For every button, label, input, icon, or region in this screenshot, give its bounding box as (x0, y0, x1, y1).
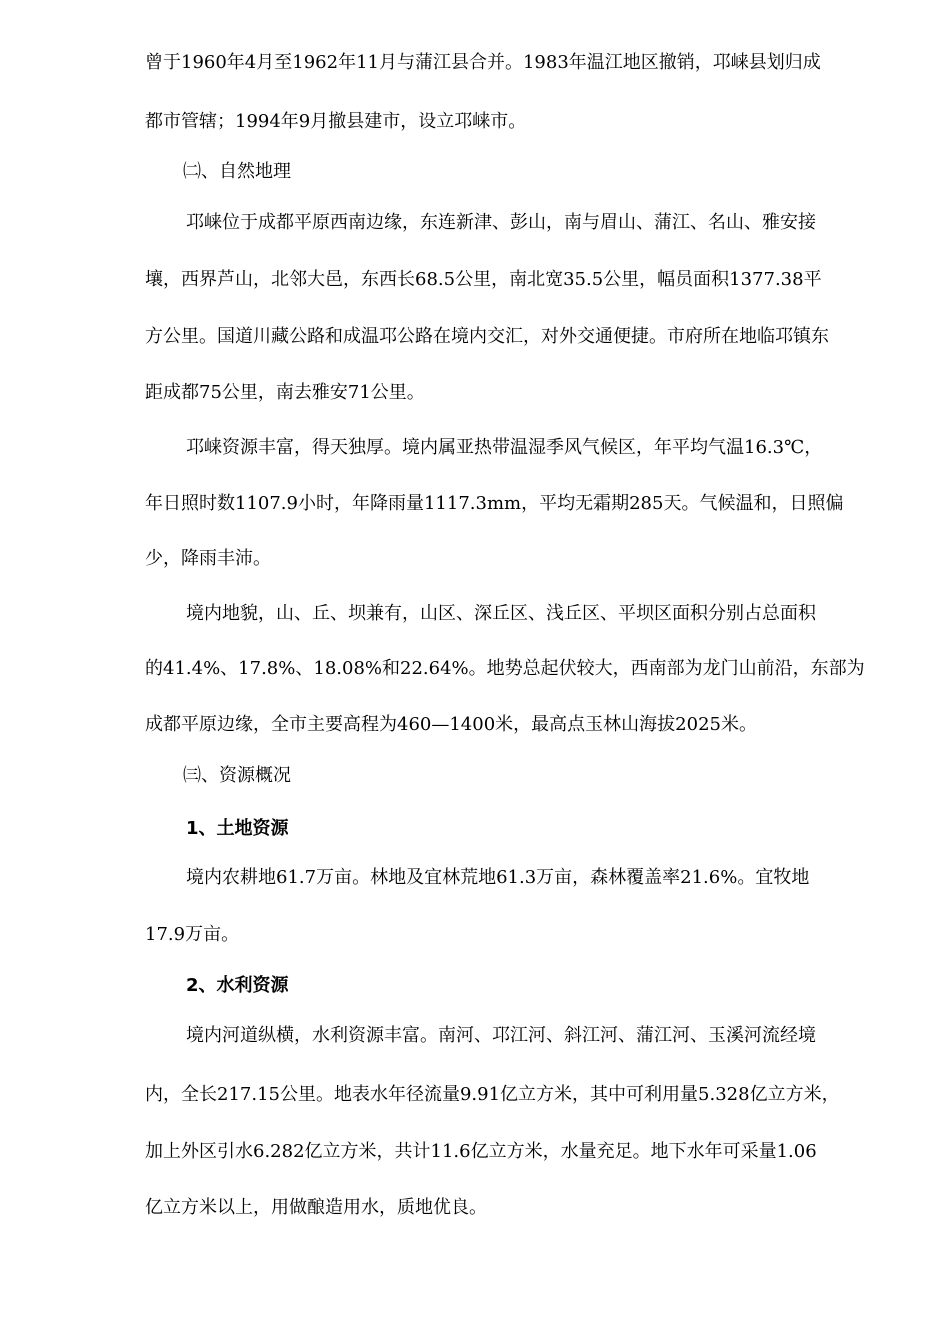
paragraph-water-line-1: 境内河道纵横，水利资源丰富。南河、邛江河、斜江河、蒲江河、玉溪河流经境 (186, 1025, 816, 1046)
paragraph-water-line-3: 加上外区引水6.282亿立方米，共计11.6亿立方米，水量充足。地下水年可采量1.06 (145, 1141, 817, 1162)
paragraph-terrain-line-3: 成都平原边缘，全市主要高程为460—1400米，最高点玉林山海拔2025米。 (145, 714, 757, 735)
paragraph-land-line-2: 17.9万亩。 (145, 924, 240, 945)
subheading-water-resources: 2、水利资源 (186, 975, 289, 996)
paragraph-water-line-2: 内，全长217.15公里。地表水年径流量9.91亿立方米，其中可利用量5.328亿立方米， (145, 1084, 840, 1105)
section-heading-resources: ㈢、资源概况 (183, 765, 291, 786)
paragraph-land-line-1: 境内农耕地61.7万亩。林地及宜林荒地61.3万亩，森林覆盖率21.6%。宜牧地 (186, 867, 810, 888)
paragraph-terrain-line-2: 的41.4%、17.8%、18.08%和22.64%。地势总起伏较大，西南部为龙门山前沿，东部为 (145, 658, 865, 679)
subheading-land-resources: 1、土地资源 (186, 818, 289, 839)
paragraph-climate-line-1: 邛崃资源丰富，得天独厚。境内属亚热带温湿季风气候区，年平均气温16.3℃， (186, 437, 823, 458)
paragraph-location-line-1: 邛崃位于成都平原西南边缘，东连新津、彭山，南与眉山、蒲江、名山、雅安接 (186, 212, 816, 233)
paragraph-history-line-1: 曾于1960年4月至1962年11月与蒲江县合并。1983年温江地区撤销，邛崃县划归成 (145, 52, 821, 73)
paragraph-location-line-2: 壤，西界芦山，北邻大邑，东西长68.5公里，南北宽35.5公里，幅员面积1377.38平 (145, 269, 822, 290)
paragraph-location-line-4: 距成都75公里，南去雅安71公里。 (145, 382, 425, 403)
paragraph-history-line-2: 都市管辖；1994年9月撤县建市，设立邛崃市。 (145, 111, 527, 132)
paragraph-climate-line-2: 年日照时数1107.9小时，年降雨量1117.3mm，平均无霜期285天。气候温和，日照偏 (145, 493, 844, 514)
section-heading-natural-geography: ㈡、自然地理 (183, 161, 291, 182)
paragraph-water-line-4: 亿立方米以上，用做酿造用水，质地优良。 (145, 1197, 487, 1218)
paragraph-location-line-3: 方公里。国道川藏公路和成温邛公路在境内交汇，对外交通便捷。市府所在地临邛镇东 (145, 326, 829, 347)
paragraph-climate-line-3: 少，降雨丰沛。 (145, 548, 271, 569)
paragraph-terrain-line-1: 境内地貌，山、丘、坝兼有，山区、深丘区、浅丘区、平坝区面积分别占总面积 (186, 603, 816, 624)
